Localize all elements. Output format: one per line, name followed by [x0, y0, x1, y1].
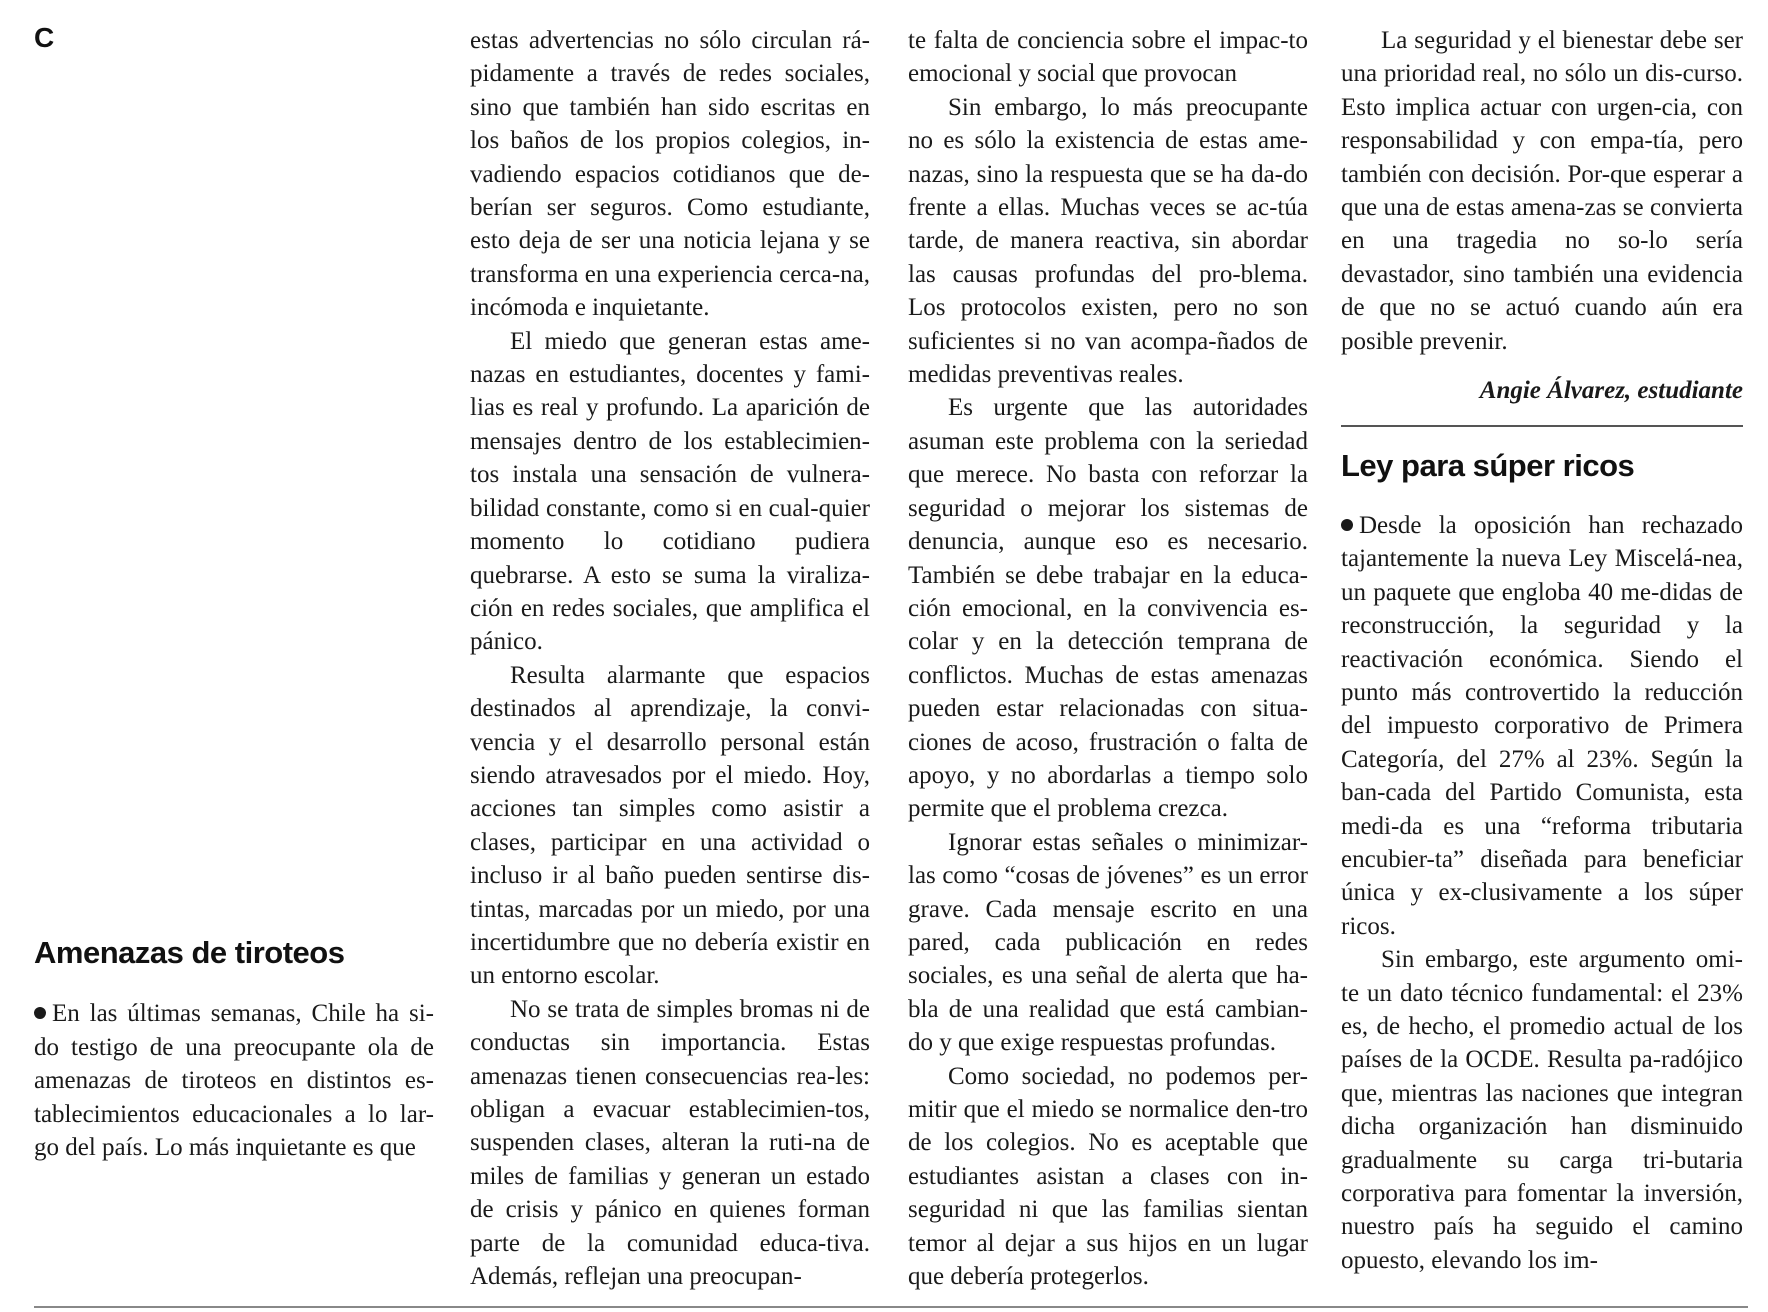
- article-paragraph: Ignorar estas señales o minimizar-las como “cosas de jóvenes” es un error grave. Cada mensaje escrito en una pared, cada publicación en redes sociales, es una señal de alerta que ha-bla de una realidad que está cambian-do y que exige respuestas profundas.: [908, 828, 1308, 1057]
- bottom-rule: [34, 1306, 1748, 1308]
- section-heading-fragment: C: [34, 22, 55, 53]
- column-3: [908, 24, 1308, 1293]
- article-paragraph: La seguridad y el bienestar debe ser una prioridad real, no sólo un dis-curso. Esto implica actuar con urgen-cia, con responsabilidad y con empa-tía, pero también con decisión. Por-que esperar a que una de estas amena-zas se convierta en una tragedia no so-lo sería devastador, sino también una evidencia de que no se actuó cuando aún era posible prevenir.: [1341, 27, 1743, 355]
- article-paragraph: Sin embargo, este argumento omi-te un dato técnico fundamental: el 23% es, de hecho, el promedio actual de los países de la OCDE. Resulta pa-radójico que, mientras las naciones que integran dicha organización han disminuido gradualmente su carga tri-butaria corporativa para fomentar la inversión, nuestro país ha seguido el camino opuesto, elevando los im-: [1341, 946, 1743, 1274]
- article-paragraph: Resulta alarmante que espacios destinados al aprendizaje, la convi-vencia y el desarrollo personal están siendo atravesados por el miedo. Hoy, acciones tan simples como asistir a clases, participar en una actividad o incluso ir al baño pueden sentirse dis-tintas, marcadas por un miedo, por una incertidumbre que no debería existir en un entorno escolar.: [470, 661, 870, 990]
- article-paragraph: estas advertencias no sólo circulan rá-pidamente a través de redes sociales, sino que también han sido escritas en los baños de los propios colegios, in-vadiendo espacios cotidianos que de-berían ser seguros. Como estudiante, esto deja de ser una noticia lejana y se transforma en una experiencia cerca-na, incómoda e inquietante.: [470, 27, 870, 322]
- article-paragraph: Es urgente que las autoridades asuman este problema con la seriedad que merece. No basta con reforzar la seguridad o mejorar los sistemas de denuncia, aunque eso es necesario. También se debe trabajar en la educa-ción emocional, en la convivencia es-colar y en la detección temprana de conflictos. Muchas de estas amenazas pueden estar relacionadas con situa-ciones de acoso, frustración o falta de apoyo, y no abordarlas a tiempo solo permite que el problema crezca.: [908, 394, 1308, 823]
- author-signature: Angie Álvarez, estudiante: [1479, 377, 1743, 405]
- bullet-icon: [34, 1007, 46, 1019]
- article-paragraph: No se trata de simples bromas ni de conductas sin importancia. Estas amenazas tienen consecuencias rea-les: obligan a evacuar establecimien-tos, suspenden clases, alteran la ruti-na de miles de familias y generan un estado de crisis y pánico en quienes forman parte de la comunidad educa-tiva. Además, reflejan una preocupan-: [470, 995, 870, 1291]
- column-4: [1341, 24, 1743, 1277]
- article-paragraph: El miedo que generan estas ame-nazas en estudiantes, docentes y fami-lias es real y profundo. La aparición de mensajes dentro de los establecimien-tos instala una sensación de vulnera-bilidad constante, como si en cual-quier momento lo cotidiano pudiera quebrarse. A esto se suma la viraliza-ción en redes sociales, que amplifica el pánico.: [470, 327, 870, 656]
- article-lead-paragraph: Desde la oposición han rechazado tajantemente la nueva Ley Miscelá-nea, un paquete que engloba 40 me-didas de reconstrucción, la seguridad y la reactivación económica. Siendo el punto más controvertido la reducción del impuesto corporativo de Primera Categoría, del 27% al 23%. Según la ban-cada del Partido Comunista, esta medi-da es una “reforma tributaria encubier-ta” diseñada para beneficiar única y ex-clusivamente a los súper ricos.: [1341, 511, 1743, 940]
- section-divider: [1341, 425, 1743, 427]
- article-lead-paragraph: En las últimas semanas, Chile ha si-do testigo de una preocupante ola de amenazas de tiroteos en distintos es-tablecimientos educacionales a lo lar-go del país. Lo más inquietante es que: [34, 1000, 434, 1162]
- article-headline-super-ricos: Ley para súper ricos: [1341, 448, 1635, 484]
- article-paragraph: Sin embargo, lo más preocupante no es sólo la existencia de estas ame-nazas, sino la respuesta que se ha da-do frente a ellas. Muchas veces se ac-túa tarde, de manera reactiva, sin abordar las causas profundas del pro-blema. Los protocolos existen, pero no son suficientes si no van acompa-ñados de medidas preventivas reales.: [908, 93, 1308, 389]
- article-paragraph: te falta de conciencia sobre el impac-to emocional y social que provocan: [908, 27, 1308, 88]
- column-2: [470, 24, 870, 1293]
- article-headline-tiroteos: Amenazas de tiroteos: [34, 935, 345, 970]
- article-paragraph: Como sociedad, no podemos per-mitir que el miedo se normalice den-tro de los colegios. No es aceptable que estudiantes asistan a clases con in-seguridad ni que las familias sientan temor al dejar a sus hijos en un lugar que debería protegerlos.: [908, 1062, 1308, 1291]
- column-1: [34, 936, 434, 1164]
- bullet-icon: [1341, 519, 1353, 531]
